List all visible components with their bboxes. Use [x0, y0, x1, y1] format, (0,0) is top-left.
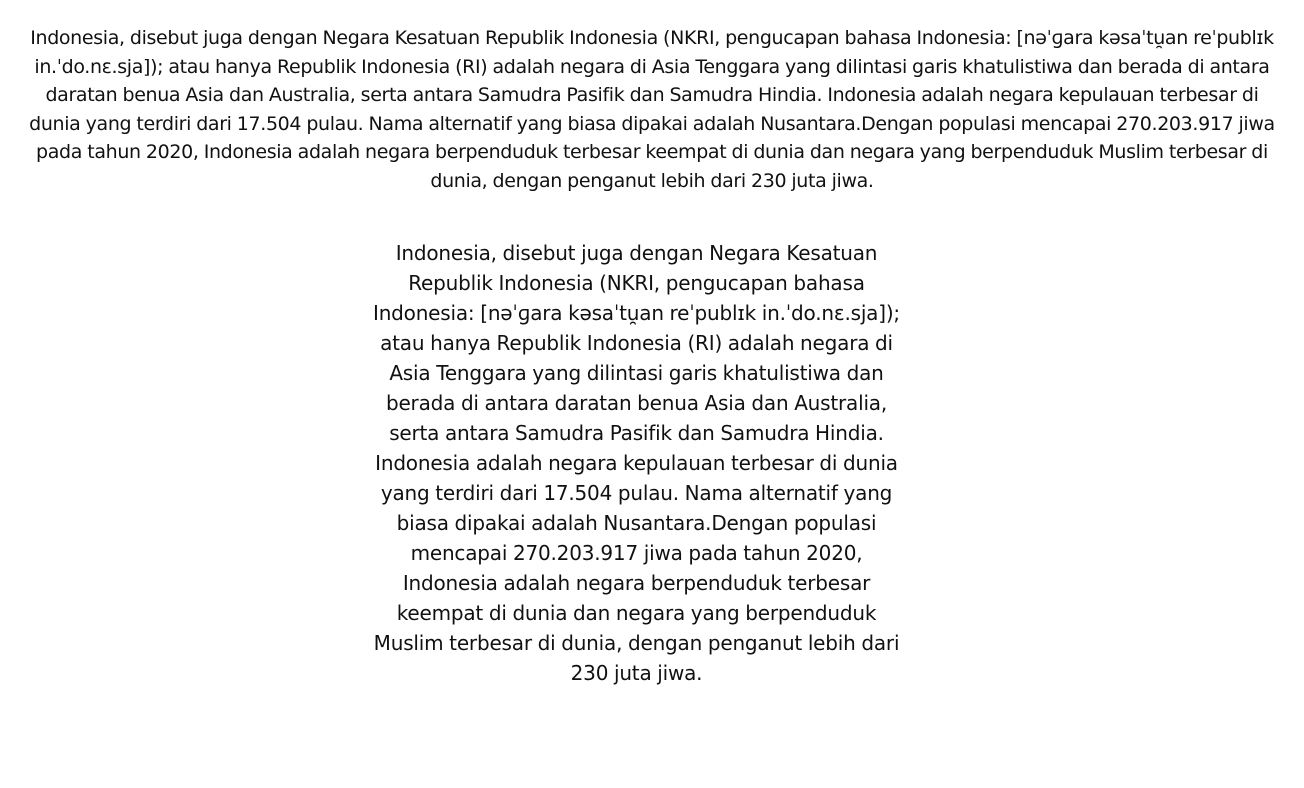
- paragraph-narrow: Indonesia, disebut juga dengan Negara Kesatuan Republik Indonesia (NKRI, pengucapan bahasa Indonesia: [nəˈɡara kəsaˈtu̯an reˈpublɪk in.ˈdo.nɛ.sja]); atau hanya Republik Indonesia (RI) adalah negara di Asia Tenggara yang dilintasi garis khatulistiwa dan berada di antara daratan benua Asia dan Australia, serta antara Samudra Pasifik dan Samudra Hindia. Indonesia adalah negara kepulauan terbesar di dunia yang terdiri dari 17.504 pulau. Nama alternatif yang biasa dipakai adalah Nusantara.Dengan populasi mencapai 270.203.917 jiwa pada tahun 2020, Indonesia adalah negara berpenduduk terbesar keempat di dunia dan negara yang berpenduduk Muslim terbesar di dunia, dengan penganut lebih dari 230 juta jiwa.: [373, 241, 900, 685]
- paragraph-wide: Indonesia, disebut juga dengan Negara Kesatuan Republik Indonesia (NKRI, pengucapan bahasa Indonesia: [nəˈɡara kəsaˈtu̯an reˈpublɪk in.ˈdo.nɛ.sja]); atau hanya Republik Indonesia (RI) adalah negara di Asia Tenggara yang dilintasi garis khatulistiwa dan berada di antara daratan benua Asia dan Australia, serta antara Samudra Pasifik dan Samudra Hindia. Indonesia adalah negara kepulauan terbesar di dunia yang terdiri dari 17.504 pulau. Nama alternatif yang biasa dipakai adalah Nusantara.Dengan populasi mencapai 270.203.917 jiwa pada tahun 2020, Indonesia adalah negara berpenduduk terbesar keempat di dunia dan negara yang berpenduduk Muslim terbesar di dunia, dengan penganut lebih dari 230 juta jiwa.: [29, 27, 1275, 192]
